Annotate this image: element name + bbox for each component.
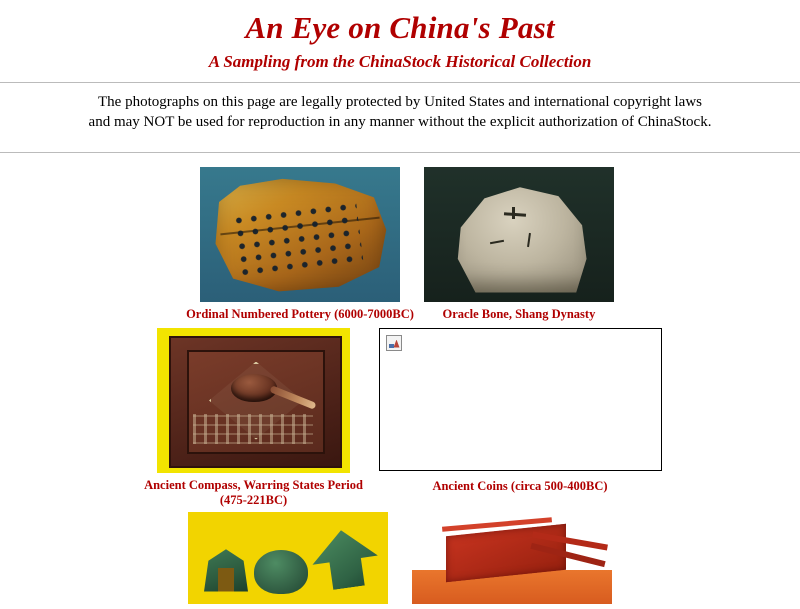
oracle-bone-photo [424,167,614,302]
caption-ancient-compass: Ancient Compass, Warring States Period (475-221BC) [144,477,363,507]
page-title: An Eye on China's Past [245,10,555,45]
bronze-coins-photo [188,512,388,604]
gallery-item-ancient-compass [139,328,369,508]
page-subtitle: A Sampling from the ChinaStock Historical Collection [208,52,592,71]
copyright-notice [0,83,800,142]
page-container [0,10,800,609]
ancient-coins-broken-image[interactable] [379,328,662,471]
caption-ordinal-numbered-pottery: Ordinal Numbered Pottery (6000-7000BC) [186,306,414,321]
divider-bottom [0,152,800,153]
gallery-item-red-lacquer-cart [412,512,612,609]
copyright-notice-line-2: and may NOT be used for reproduction in any manner without the explicit authorization of ChinaStock. [88,114,712,131]
pottery-fragment-photo [200,167,400,302]
gallery-item-ancient-coins [379,328,662,494]
caption-ancient-coins: Ancient Coins (circa 500-400BC) [432,478,608,493]
gallery-row-3 [0,512,800,609]
gallery-item-ordinal-numbered-pottery [186,167,414,322]
ancient-compass-photo [157,328,350,473]
gallery-item-oracle-bone [424,167,614,322]
red-lacquer-cart-photo [412,512,612,604]
copyright-notice-line-1: The photographs on this page are legally protected by United States and international copyright laws [98,94,702,110]
caption-oracle-bone: Oracle Bone, Shang Dynasty [442,306,596,321]
gallery-row-1 [0,167,800,322]
gallery-row-2 [0,328,800,508]
photo-gallery [0,167,800,609]
gallery-item-bronze-coins [188,512,388,609]
broken-image-icon [386,335,402,351]
